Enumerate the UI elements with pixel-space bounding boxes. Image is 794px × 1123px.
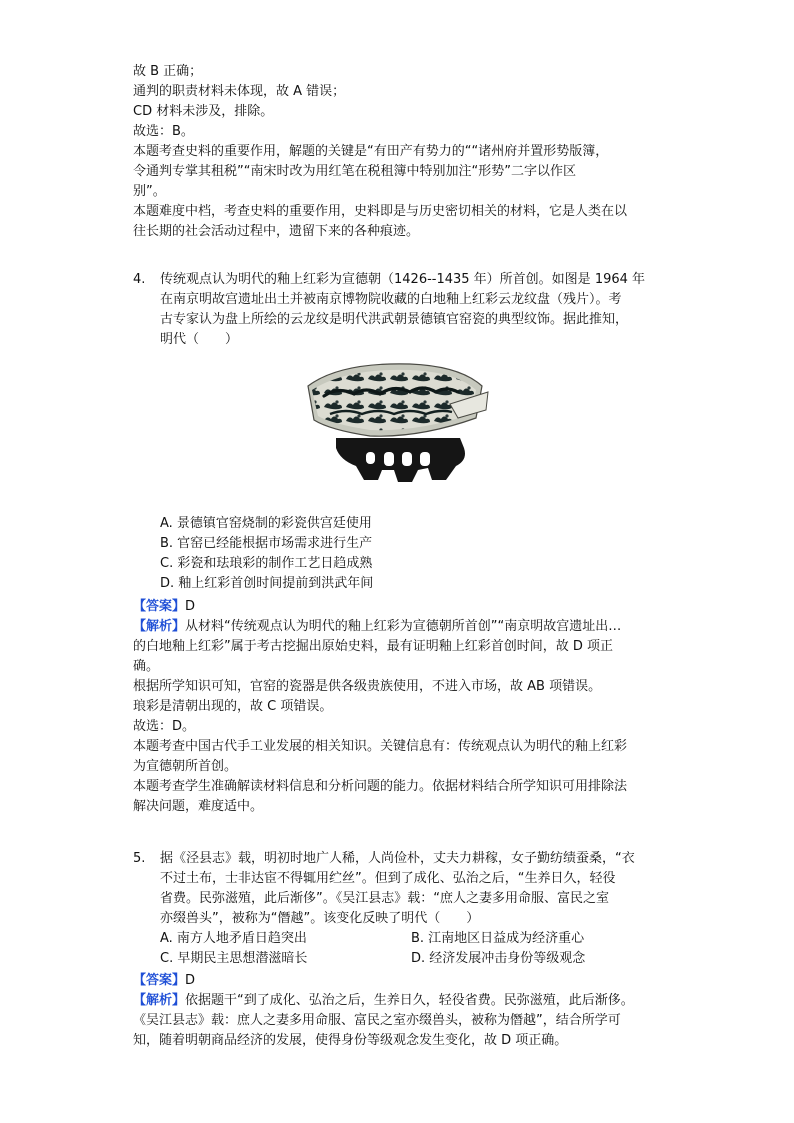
answer-tag: 【答案】 — [133, 973, 186, 988]
question-4-options — [160, 514, 665, 594]
stem-line: 不过土布，士非达宦不得辄用纻丝”。但到了成化、弘治之后，“生养日久，轻役 — [160, 871, 616, 886]
text-line: 往长期的社会活动过程中，遗留下来的各种痕迹。 — [133, 224, 420, 239]
analysis-line: 《吴江县志》载：庶人之妻多用命服、富民之室亦缀兽头，被称为僭越”，结合所学可 — [133, 1013, 621, 1028]
options-row — [160, 929, 665, 949]
option-b: B. 官窑已经能根据市场需求进行生产 — [160, 536, 373, 551]
text-line: 故选：B。 — [133, 124, 194, 139]
analysis-text: 从材料“传统观点认为明代的釉上红彩为宣德朝所首创”“南京明故宫遗址出… — [185, 619, 622, 634]
text-line: 通判的职责材料未体现，故 A 错误； — [133, 84, 346, 99]
analysis-line: 故选：D。 — [133, 719, 196, 734]
option-d: D. 釉上红彩首创时间提前到洪武年间 — [160, 576, 374, 591]
stem-line: 传统观点认为明代的釉上红彩为宣德朝（1426--1435 年）所首创。如图是 1964 年 — [160, 272, 646, 287]
analysis-tag: 【解析】 — [133, 619, 186, 634]
analysis-line: 的白地釉上红彩”属于考古挖掘出原始史料，最有证明釉上红彩首创时间，故 D 项正 — [133, 639, 614, 654]
analysis-line: 本题考查中国古代手工业发展的相关知识。关键信息有：传统观点认为明代的釉上红彩 — [133, 739, 628, 754]
option-a: A. 南方人地矛盾日趋突出 — [160, 931, 307, 946]
question-5-number: 5. — [133, 851, 146, 866]
analysis-line: 本题考查学生准确解读材料信息和分析问题的能力。依据材料结合所学知识可用排除法 — [133, 779, 628, 794]
analysis-line: 根据所学知识可知，官窑的瓷器是供各级贵族使用，不进入市场，故 AB 项错误。 — [133, 679, 602, 694]
q3-tail-section — [133, 62, 663, 242]
question-5-stem — [160, 849, 665, 969]
option-c: C. 早期民主思想潜滋暗长 — [160, 951, 308, 966]
answer-tag: 【答案】 — [133, 599, 186, 614]
analysis-line: 琅彩是清朝出现的，故 C 项错误。 — [133, 699, 333, 714]
question-5-answer — [133, 971, 663, 1051]
question-4-answer — [133, 597, 663, 817]
question-4-stem — [160, 270, 665, 350]
analysis-line: 为宣德朝所首创。 — [133, 759, 238, 774]
stem-line: 古专家认为盘上所绘的云龙纹是明代洪武朝景德镇官窑瓷的典型纹饰。据此推知， — [160, 312, 629, 327]
answer-line — [133, 971, 663, 991]
analysis-line — [133, 617, 663, 637]
text-line: 别”。 — [133, 184, 166, 199]
option-c: C. 彩瓷和珐琅彩的制作工艺日趋成熟 — [160, 556, 373, 571]
text-line: 本题难度中档，考查史料的重要作用，史料即是与历史密切相关的材料，它是人类在以 — [133, 204, 628, 219]
answer-value: D — [185, 599, 196, 614]
answer-line — [133, 597, 663, 617]
stem-line: 明代（ ） — [160, 332, 239, 347]
analysis-line — [133, 991, 663, 1011]
option-a: A. 景德镇官窑烧制的彩瓷供宫廷使用 — [160, 516, 372, 531]
porcelain-fragment-image — [300, 356, 494, 492]
analysis-tag: 【解析】 — [133, 993, 186, 1008]
analysis-line: 知，随着明朝商品经济的发展，使得身份等级观念发生变化，故 D 项正确。 — [133, 1033, 568, 1048]
question-4-number: 4. — [133, 272, 146, 287]
stem-line: 亦缀兽头”，被称为“僭越”。该变化反映了明代（ ） — [160, 911, 480, 926]
option-d: D. 经济发展冲击身份等级观念 — [411, 951, 586, 966]
analysis-text: 依据题干“到了成化、弘治之后，生养日久，轻役省费。民弥滋殖，此后渐侈。 — [185, 993, 634, 1008]
options-row — [160, 949, 665, 969]
text-line: 令通判专掌其租税”“南宋时改为用红笔在税租簿中特别加注“形势”二字以作区 — [133, 164, 576, 179]
text-line: 本题考查史料的重要作用，解题的关键是“有田产有势力的““诸州府并置形势版簿， — [133, 144, 609, 159]
text-line: 故 B 正确； — [133, 64, 203, 79]
option-b: B. 江南地区日益成为经济重心 — [411, 931, 585, 946]
stem-line: 据《泾县志》载，明初时地广人稀，人尚俭朴，丈夫力耕稼，女子勤纺绩蚕桑，“衣 — [160, 851, 635, 866]
text-line: CD 材料未涉及，排除。 — [133, 104, 274, 119]
analysis-line: 解决问题，难度适中。 — [133, 799, 264, 814]
stem-line: 省费。民弥滋殖，此后渐侈”。《吴江县志》载：“庶人之妻多用命服、富民之室 — [160, 891, 609, 906]
stem-line: 在南京明故宫遗址出土并被南京博物院收藏的白地釉上红彩云龙纹盘（残片）。考 — [160, 292, 622, 307]
analysis-line: 确。 — [133, 659, 160, 674]
answer-value: D — [185, 973, 196, 988]
